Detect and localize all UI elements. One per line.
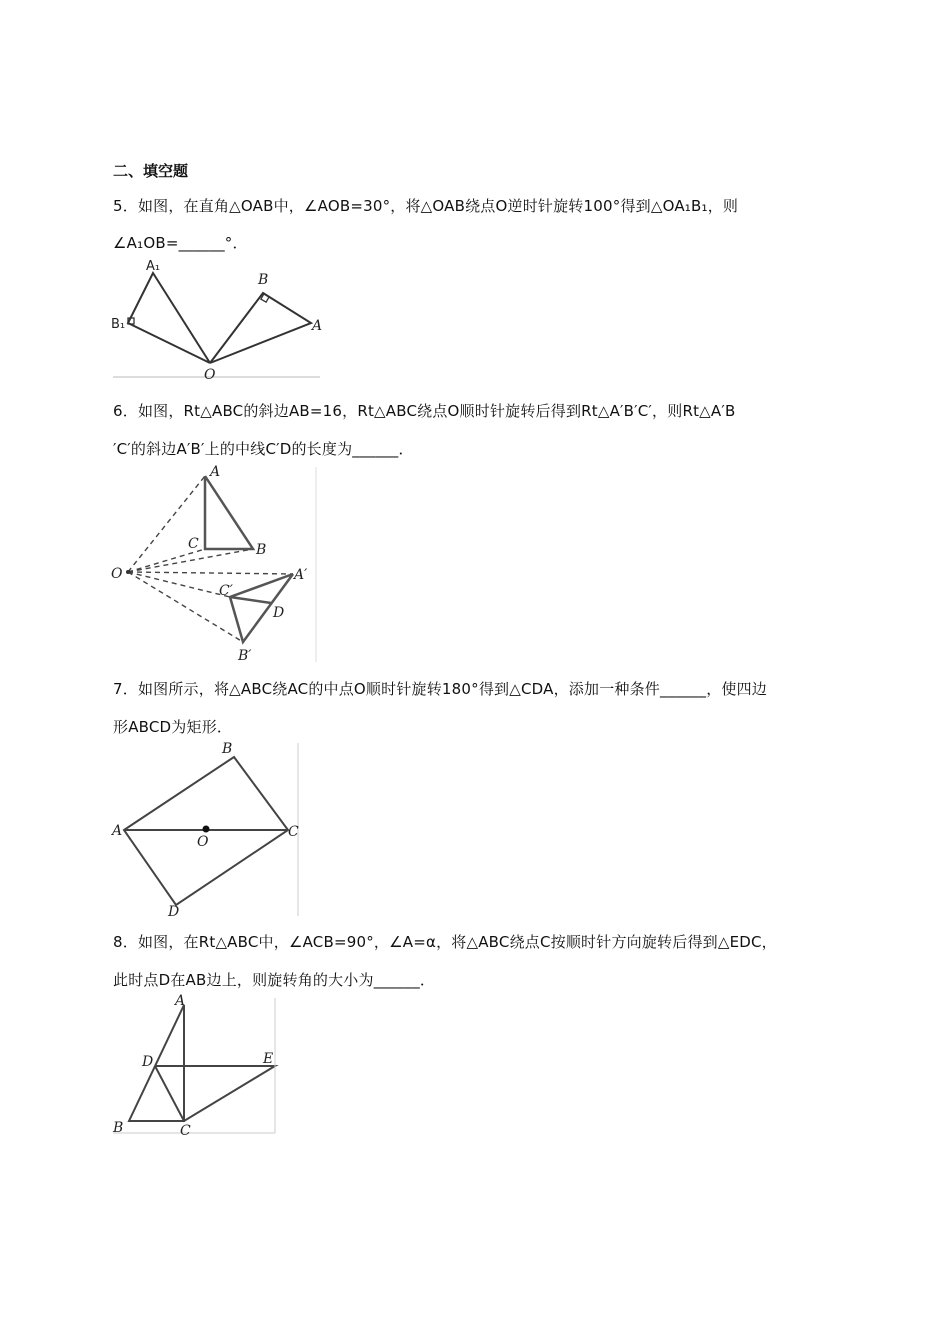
q5-label-b: B (258, 272, 269, 288)
q5-label-a1: A₁ (146, 259, 161, 274)
q8-label-b: B (113, 1120, 124, 1136)
q6-label-o: O (111, 566, 123, 582)
q7-label-o: O (197, 834, 209, 850)
q7-line2: 形ABCD为矩形． (113, 718, 233, 736)
q6-label-c2: C′ (219, 583, 233, 599)
q7-line1: 7．如图所示，将△ABC绕AC的中点O顺时针旋转180°得到△CDA，添加一种条件______，使四边 (113, 680, 768, 698)
q7-point-o (203, 826, 210, 833)
q7-label-a: A (112, 823, 123, 839)
q8-line1: 8．如图，在Rt△ABC中，∠ACB=90°，∠A=α，将△ABC绕点C按顺时针方向旋转后得到△EDC， (113, 933, 777, 951)
q5-line1: 5．如图，在直角△OAB中，∠AOB=30°，将△OAB绕点O逆时针旋转100°得到△OA₁B₁，则 (113, 197, 739, 215)
q6-figure (108, 462, 323, 667)
q5-label-b1: B₁ (111, 317, 126, 332)
q6-label-b: B (256, 542, 267, 558)
q5-label-a: A (312, 318, 323, 334)
q6-line1: 6．如图，Rt△ABC的斜边AB=16，Rt△ABC绕点O顺时针旋转后得到Rt△A′B′C′，则Rt△A′B (113, 402, 736, 420)
q6-line2: ′C′的斜边A′B′上的中线C′D的长度为______． (113, 440, 414, 458)
q6-label-c: C (188, 536, 199, 552)
section-title: 二、填空题 (113, 162, 189, 180)
q7-label-d: D (168, 904, 180, 920)
q8-label-d: D (142, 1054, 154, 1070)
q6-median-c2d (230, 597, 271, 603)
q5-line2: ∠A₁OB=______°． (113, 234, 248, 252)
q7-figure (108, 740, 308, 920)
q6-label-a: A (210, 464, 221, 480)
q5-label-o: O (204, 367, 216, 383)
q8-triangle-edc (155, 1066, 275, 1121)
q6-label-a2: A′ (294, 567, 308, 583)
q7-label-c: C (288, 824, 299, 840)
q8-line2: 此时点D在AB边上，则旋转角的大小为______． (113, 971, 436, 989)
q8-label-e: E (263, 1051, 274, 1067)
q5-triangle-oa1b1 (128, 273, 210, 363)
q6-label-d: D (273, 605, 285, 621)
q8-label-a: A (175, 993, 186, 1009)
q6-triangle-abc (205, 476, 253, 549)
q7-label-b: B (222, 741, 233, 757)
q5-triangle-oab (210, 293, 311, 363)
q5-figure (108, 258, 328, 383)
q8-label-c: C (180, 1123, 191, 1139)
q6-label-b2: B′ (238, 648, 252, 664)
q8-figure (108, 993, 283, 1141)
